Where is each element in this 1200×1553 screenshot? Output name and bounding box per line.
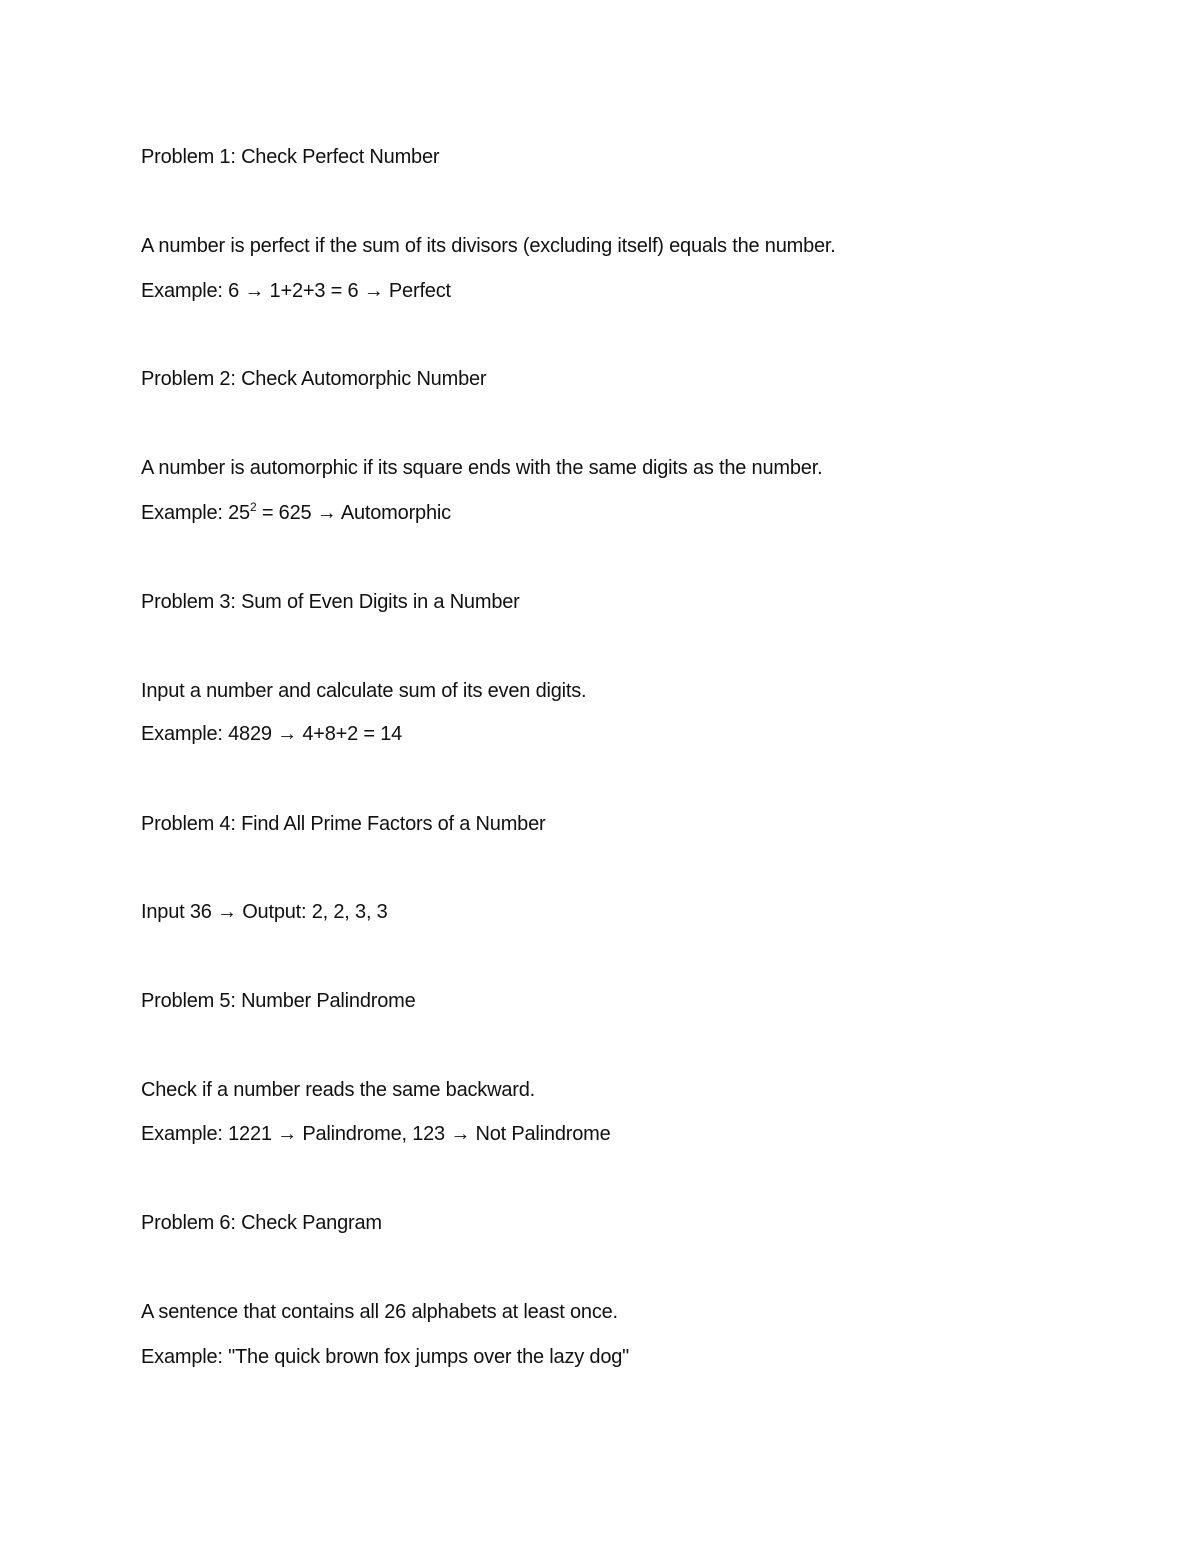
- problem-2-example-prefix: Example: 25: [141, 502, 250, 524]
- problem-5-example: Example: 1221 → Palindrome, 123 → Not Palindrome: [141, 1123, 611, 1145]
- problem-3-example: Example: 4829 → 4+8+2 = 14: [141, 723, 403, 745]
- problem-2-example: [141, 501, 451, 525]
- problem-4-description: Input 36 → Output: 2, 2, 3, 3: [141, 901, 388, 923]
- problem-2-description: A number is automorphic if its square ends with the same digits as the number.: [141, 457, 823, 479]
- problem-2-example-superscript: 2: [249, 500, 257, 514]
- problem-6-title: Problem 6: Check Pangram: [141, 1212, 382, 1234]
- problem-4-title: Problem 4: Find All Prime Factors of a Number: [141, 813, 546, 835]
- problem-2-example-suffix: = 625 → Automorphic: [256, 502, 451, 524]
- problem-2-title: Problem 2: Check Automorphic Number: [141, 368, 487, 390]
- problem-1-description: A number is perfect if the sum of its divisors (excluding itself) equals the number.: [141, 235, 836, 257]
- problem-1-example: Example: 6 → 1+2+3 = 6 → Perfect: [141, 280, 451, 302]
- problem-3-title: Problem 3: Sum of Even Digits in a Number: [141, 591, 520, 613]
- problem-6-example: Example: "The quick brown fox jumps over the lazy dog": [141, 1346, 630, 1368]
- problem-3-description: Input a number and calculate sum of its even digits.: [141, 680, 587, 702]
- problem-5-title: Problem 5: Number Palindrome: [141, 990, 416, 1012]
- problem-5-description: Check if a number reads the same backward.: [141, 1079, 536, 1101]
- problem-1-title: Problem 1: Check Perfect Number: [141, 146, 440, 168]
- problem-6-description: A sentence that contains all 26 alphabets at least once.: [141, 1301, 618, 1323]
